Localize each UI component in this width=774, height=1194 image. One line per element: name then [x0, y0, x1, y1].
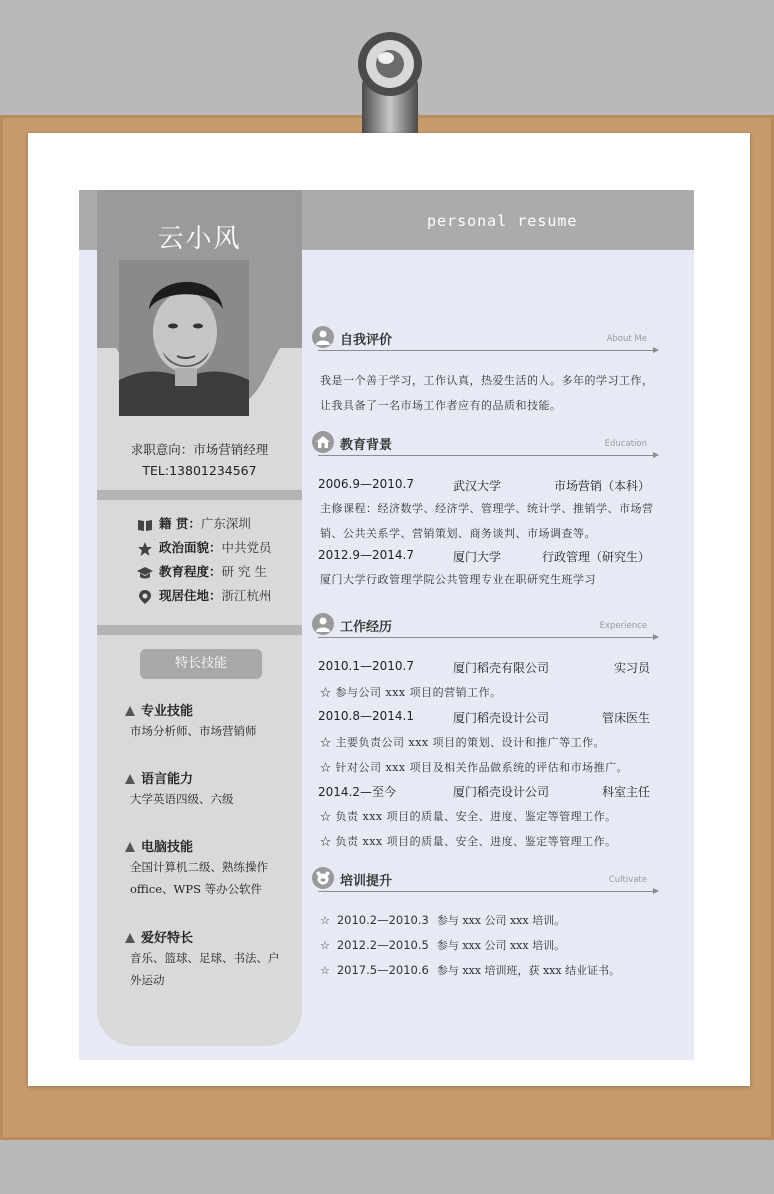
section-subtitle: Cultivate [608, 875, 647, 885]
work-item: ☆ 主要负责公司 xxx 项目的策划、设计和推广等工作。 [320, 736, 606, 749]
arrow-icon [653, 347, 659, 353]
book-icon [137, 517, 153, 533]
section-subtitle: Education [604, 439, 647, 449]
graduation-cap-icon [137, 565, 153, 581]
skill-title-computer: 电脑技能 [125, 836, 193, 855]
section-title: 工作经历 [340, 620, 393, 635]
house-icon [312, 431, 334, 453]
about-me-text: 我是一个善于学习，工作认真，热爱生活的人。多年的学习工作，让我具备了一名市场工作者应有的品质和技能。 [320, 374, 654, 412]
education-row: 2012.9—2014.7 厦门大学 行政管理（研究生） [318, 548, 650, 564]
training-item: ☆ 2017.5—2010.6 参与 xxx 培训班，获 xxx 结业证书。 [320, 963, 621, 977]
star-icon [137, 541, 153, 557]
section-subtitle: About Me [606, 334, 647, 344]
section-title: 培训提升 [340, 874, 393, 889]
sidebar [97, 190, 302, 1046]
section-subtitle: Experience [599, 621, 647, 631]
education-note: 厦门大学行政管理学院公共管理专业在职研究生班学习 [320, 573, 596, 586]
pig-icon [312, 867, 334, 889]
skills-heading-badge: 特长技能 [140, 649, 262, 679]
candidate-name: 云小风 [157, 224, 242, 254]
info-residence: 现居住地：浙江杭州 [137, 587, 272, 605]
profile-photo [119, 260, 249, 416]
info-native-place: 籍 贯：广东深圳 [137, 515, 251, 533]
info-education: 教育程度：研 究 生 [137, 563, 267, 581]
work-item: ☆ 针对公司 xxx 项目及相关作品做系统的评估和市场推广。 [320, 761, 629, 774]
arrow-icon [653, 888, 659, 894]
section-header-cultivate [312, 867, 657, 893]
skill-title-professional: 专业技能 [125, 700, 193, 719]
info-political: 政治面貌：中共党员 [137, 539, 272, 557]
skill-text-hobbies: 音乐、篮球、足球、书法、户外运动 [130, 951, 280, 987]
education-row: 2006.9—2010.7 武汉大学 市场营销（本科） [318, 477, 650, 493]
section-rule [318, 637, 657, 638]
work-item: ☆ 参与公司 xxx 项目的营销工作。 [320, 686, 502, 699]
education-courses: 主修课程：经济数学、经济学、管理学、统计学、推销学、市场营销、公共关系学、营销策划、商务谈判、市场调查等。 [320, 502, 654, 540]
work-row: 2010.1—2010.7 厦门稻壳有限公司 实习员 [318, 659, 650, 675]
section-header-experience [312, 613, 657, 639]
section-rule [318, 350, 657, 351]
skill-text-language: 大学英语四级、六级 [130, 792, 234, 806]
work-row: 2010.8—2014.1 厦门稻壳设计公司 管床医生 [318, 709, 650, 725]
arrow-icon [653, 634, 659, 640]
work-item: ☆ 负责 xxx 项目的质量、安全、进度、鉴定等管理工作。 [320, 810, 617, 823]
triangle-icon [125, 774, 135, 784]
person-icon [312, 326, 334, 348]
triangle-icon [125, 706, 135, 716]
work-row: 2014.2—至今 厦门稻壳设计公司 科室主任 [318, 785, 650, 799]
person-icon [312, 613, 334, 635]
section-title: 教育背景 [340, 438, 393, 453]
training-item: ☆ 2010.2—2010.3 参与 xxx 公司 xxx 培训。 [320, 913, 566, 927]
job-intent: 求职意向：市场营销经理 [130, 442, 269, 457]
section-title: 自我评价 [340, 333, 393, 348]
divider [97, 490, 302, 500]
resume-page [79, 190, 694, 1060]
section-rule [318, 891, 657, 892]
section-header-education [312, 431, 657, 457]
skill-text-professional: 市场分析师、市场营销师 [130, 724, 257, 738]
skill-text-computer: 全国计算机二级、熟练操作 office、WPS 等办公软件 [130, 860, 268, 896]
work-item: ☆ 负责 xxx 项目的质量、安全、进度、鉴定等管理工作。 [320, 835, 617, 848]
phone-number: TEL:13801234567 [142, 463, 257, 478]
skill-title-hobbies: 爱好特长 [125, 927, 193, 946]
section-rule [318, 455, 657, 456]
divider [97, 625, 302, 635]
triangle-icon [125, 933, 135, 943]
section-header-about-me [312, 326, 657, 352]
location-pin-icon [137, 589, 153, 605]
arrow-icon [653, 452, 659, 458]
triangle-icon [125, 842, 135, 852]
training-item: ☆ 2012.2—2010.5 参与 xxx 公司 xxx 培训。 [320, 938, 566, 952]
skill-title-language: 语言能力 [125, 768, 193, 787]
header-title: personal resume [427, 212, 578, 230]
